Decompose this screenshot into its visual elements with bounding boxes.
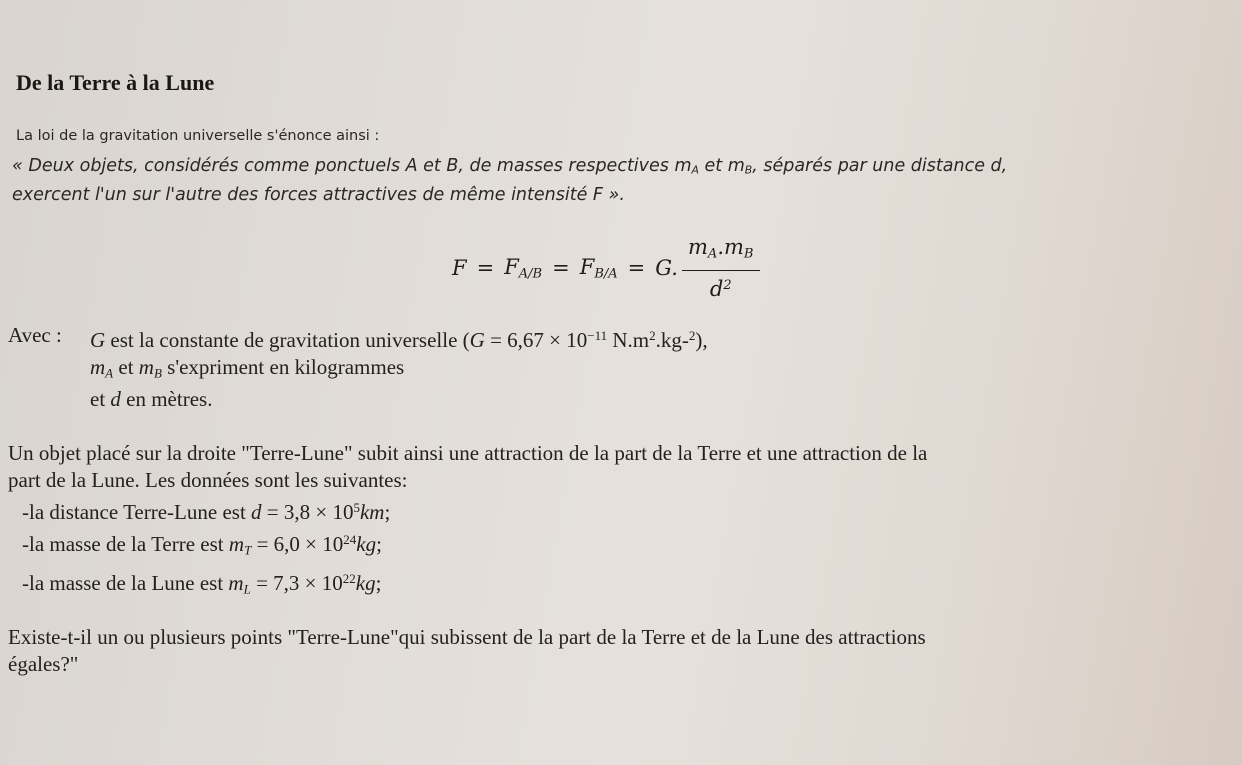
question-line-1: Existe-t-il un ou plusieurs points "Terre-Lune"qui subissent de la part de la Terre et de la Lune des attractions bbox=[8, 625, 926, 649]
formula-fraction bbox=[682, 234, 760, 301]
intro-text: La loi de la gravitation universelle s'énonce ainsi : bbox=[16, 128, 380, 144]
quote-line-1: « Deux objets, considérés comme ponctuels A et B, de masses respectives $m_A$ et $m_B$, séparés par une distance d, bbox=[12, 156, 1008, 177]
list-item: -la masse de la Terre est $m_T = 6,0 \times 10^{24}kg$; bbox=[22, 532, 382, 558]
gravitation-formula: F = $F_{A/B}$ = $F_{B/A}$ = G. $\frac{m_A.m_B}{d^2}$ bbox=[452, 238, 760, 298]
law-quote bbox=[12, 154, 1212, 208]
avec-line-1: G est la constante de gravitation universelle ($G = 6,67 \times 10^{-11}$ $N.m^2.kg-^2$), bbox=[90, 328, 708, 353]
avec-line-2: $m_A$ et $m_B$ s'expriment en kilogrammes bbox=[90, 355, 405, 381]
question-paragraph bbox=[8, 624, 1228, 678]
context-paragraph bbox=[8, 440, 1228, 494]
formula-numerator: $m_A.m_B$ bbox=[682, 234, 760, 270]
paragraph-line-2: part de la Lune. Les données sont les suivantes: bbox=[8, 468, 408, 492]
avec-label: Avec : bbox=[8, 323, 62, 347]
formula-denominator: $d^2$ bbox=[709, 276, 732, 301]
question-line-2: égales?" bbox=[8, 652, 79, 676]
quote-line-2: exercent l'un sur l'autre des forces attractives de même intensité F ». bbox=[12, 184, 625, 205]
list-item: -la masse de la Lune est $m_L = 7,3 \times 10^{22}kg$; bbox=[22, 570, 382, 596]
list-item: -la distance Terre-Lune est $d = 3,8 \times 10^5km$; bbox=[22, 500, 391, 525]
document-title: De la Terre à la Lune bbox=[16, 70, 215, 95]
paragraph-line-1: Un objet placé sur la droite "Terre-Lune" subit ainsi une attraction de la part de la Terre et une attraction de la bbox=[8, 441, 928, 465]
avec-definitions bbox=[90, 322, 708, 413]
avec-line-3: et d en mètres. bbox=[90, 387, 213, 412]
data-list bbox=[22, 494, 390, 603]
